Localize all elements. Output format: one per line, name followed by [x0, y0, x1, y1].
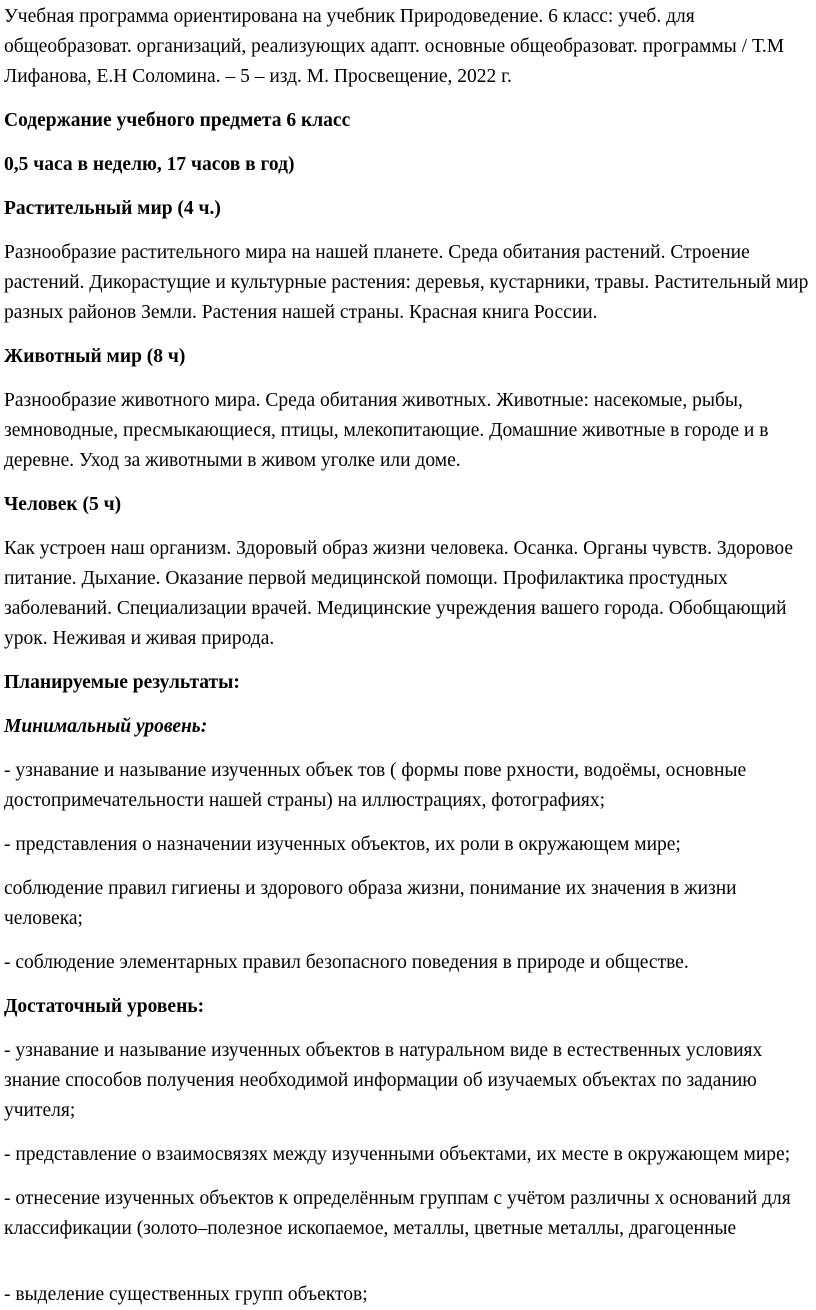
content-heading: Содержание учебного предмета 6 класс: [4, 110, 351, 131]
section-plants-title: Растительный мир (4 ч.): [4, 198, 221, 219]
suff-level-item: - отнесение изученных объектов к определённым группам с учётом различны х оснований для классификации (золото–полезное ископаемое, металлы, цветные металлы, драгоценные: [4, 1188, 791, 1239]
section-animals-text: Разнообразие животного мира. Среда обитания животных. Животные: насекомые, рыбы, земноводные, пресмыкающиеся, птицы, млекопитающие. Домашние животные в городе и в деревне. Уход за животными в живом уголке или доме.: [4, 390, 769, 471]
section-human-text: Как устроен наш организм. Здоровый образ жизни человека. Осанка. Органы чувств. Здоровое питание. Дыхание. Оказание первой медицинской помощи. Профилактика простудных заболеваний. Специализации врачей. Медицинские учреждения вашего города. Обобщающий урок. Неживая и живая природа.: [4, 538, 794, 649]
min-level-item: соблюдение правил гигиены и здорового образа жизни, понимание их значения в жизни человека;: [4, 878, 737, 929]
results-heading: Планируемые результаты:: [4, 672, 240, 693]
hours-heading: 0,5 часа в неделю, 17 часов в год): [4, 154, 295, 175]
intro-paragraph: Учебная программа ориентирована на учебник Природоведение. 6 класс: учеб. для общеобразоват. организаций, реализующих адапт. основные общеобразоват. программы / Т.М Лифанова, Е.Н Соломина. – 5 – изд. М. Просвещение, 2022 г.: [4, 6, 785, 87]
section-animals-title: Животный мир (8 ч): [4, 346, 186, 367]
section-human-title: Человек (5 ч): [4, 494, 122, 515]
blank-gap: [4, 1258, 812, 1280]
min-level-item: - узнавание и называние изученных объек тов ( формы пове рхности, водоёмы, основные достопримечательности нашей страны) на иллюстрациях, фотографиях;: [4, 760, 747, 811]
suff-level-heading: Достаточный уровень:: [4, 996, 205, 1017]
suff-level-item: - узнавание и называние изученных объектов в натуральном виде в естественных условиях знание способов получения необходимой информации об изучаемых объектах по заданию учителя;: [4, 1040, 763, 1121]
suff-level-item: - выделение существенных групп объектов;: [4, 1284, 368, 1305]
section-plants-text: Разнообразие растительного мира на нашей планете. Среда обитания растений. Строение растений. Дикорастущие и культурные растения: деревья, кустарники, травы. Растительный мир разных районов Земли. Растения нашей страны. Красная книга России.: [4, 242, 809, 323]
suff-level-item: - представление о взаимосвязях между изученными объектами, их месте в окружающем мире;: [4, 1144, 791, 1165]
min-level-heading: Минимальный уровень:: [4, 716, 208, 737]
min-level-item: - соблюдение элементарных правил безопасного поведения в природе и обществе.: [4, 952, 689, 973]
min-level-item: - представления о назначении изученных объектов, их роли в окружающем мире;: [4, 834, 681, 855]
